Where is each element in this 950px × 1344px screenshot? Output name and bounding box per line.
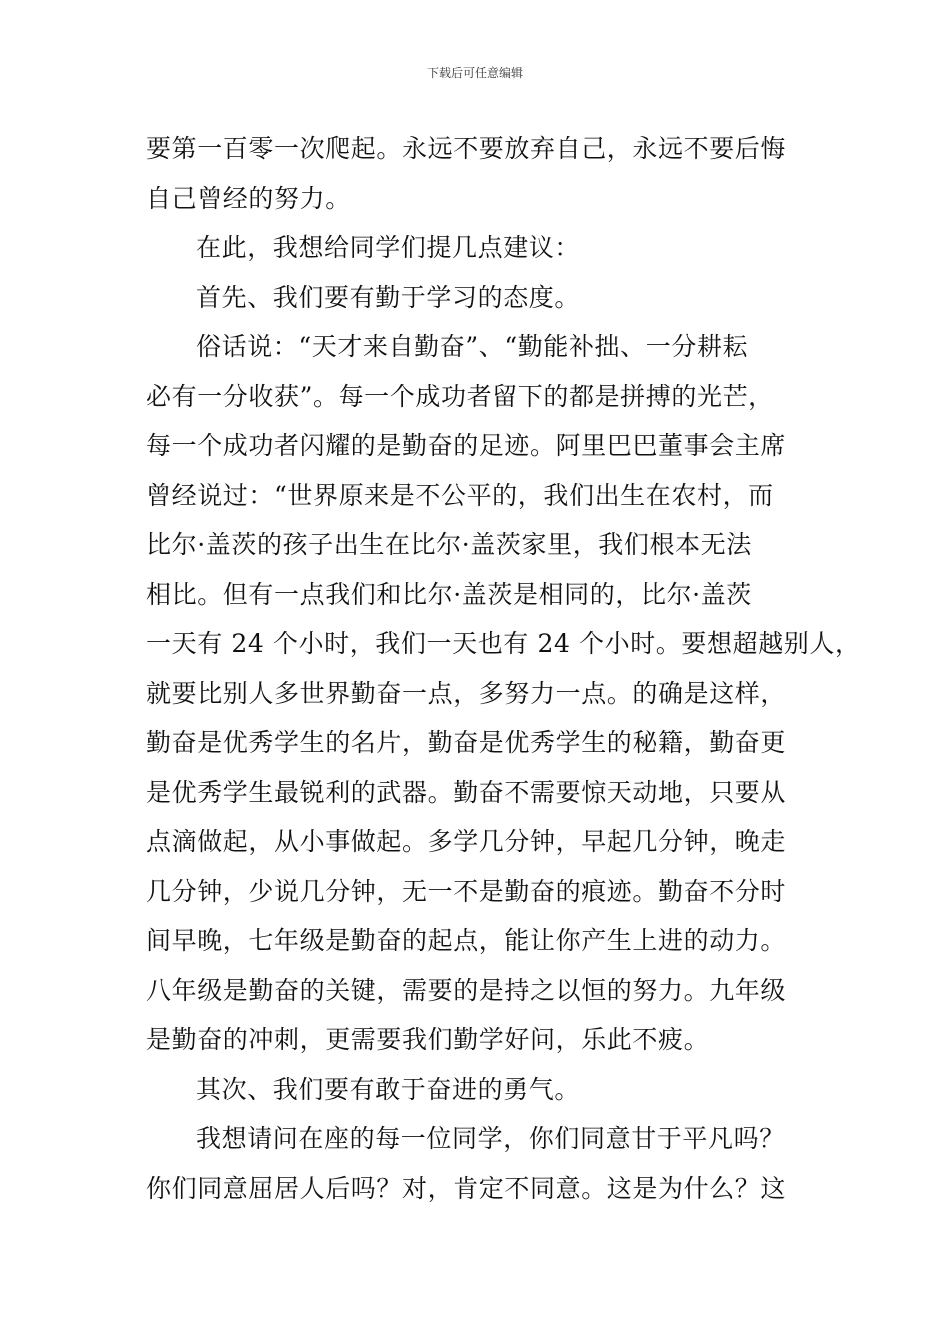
text-line: 点滴做起，从小事做起。多学几分钟，早起几分钟，晚走 bbox=[146, 827, 787, 856]
text-line: 自己曾经的努力。 bbox=[146, 183, 351, 213]
text-line: 是勤奋的冲刺，更需要我们勤学好问，乐此不疲。 bbox=[146, 1025, 710, 1054]
text-line: 八年级是勤奋的关键，需要的是持之以恒的努力。九年级 bbox=[146, 975, 787, 1005]
text-line: 要第一百零一次爬起。永远不要放弃自己，永远不要后悔 bbox=[146, 134, 787, 163]
text-line: 必有一分收获”。每一个成功者留下的都是拼搏的光芒， bbox=[146, 381, 774, 411]
text-line: 比尔·盖茨的孩子出生在比尔·盖茨家里，我们根本无法 bbox=[146, 530, 752, 559]
text-line: 每一个成功者闪耀的是勤奋的足迹。阿里巴巴董事会主席 bbox=[146, 431, 787, 460]
text-line: 一天有 24 个小时，我们一天也有 24 个小时。要想超越别人， bbox=[146, 629, 861, 658]
text-line: 曾经说过：“世界原来是不公平的，我们出生在农村，而 bbox=[146, 480, 774, 510]
text-line: 你们同意屈居人后吗？对，肯定不同意。这是为什么？这 bbox=[146, 1173, 787, 1203]
text-line: 是优秀学生最锐利的武器。勤奋不需要惊天动地，只要从 bbox=[146, 777, 787, 807]
page-header: 下载后可任意编辑 bbox=[426, 66, 523, 80]
text-line: 首先、我们要有勤于学习的态度。 bbox=[196, 282, 581, 312]
text-line: 相比。但有一点我们和比尔·盖茨是相同的，比尔·盖茨 bbox=[146, 579, 752, 609]
text-line: 勤奋是优秀学生的名片，勤奋是优秀学生的秘籍，勤奋更 bbox=[146, 728, 787, 757]
text-line: 俗话说：“天才来自勤奋”、“勤能补拙、一分耕耘 bbox=[196, 332, 749, 361]
text-line: 就要比别人多世界勤奋一点，多努力一点。的确是这样， bbox=[146, 678, 787, 708]
text-line: 在此，我想给同学们提几点建议： bbox=[196, 233, 581, 262]
text-line: 其次、我们要有敢于奋进的勇气。 bbox=[196, 1074, 581, 1104]
text-line: 几分钟，少说几分钟，无一不是勤奋的痕迹。勤奋不分时 bbox=[146, 876, 787, 906]
text-line: 间早晚，七年级是勤奋的起点，能让你产生上进的动力。 bbox=[146, 926, 787, 955]
document-body bbox=[146, 124, 861, 1213]
text-line: 我想请问在座的每一位同学，你们同意甘于平凡吗？ bbox=[196, 1124, 785, 1153]
